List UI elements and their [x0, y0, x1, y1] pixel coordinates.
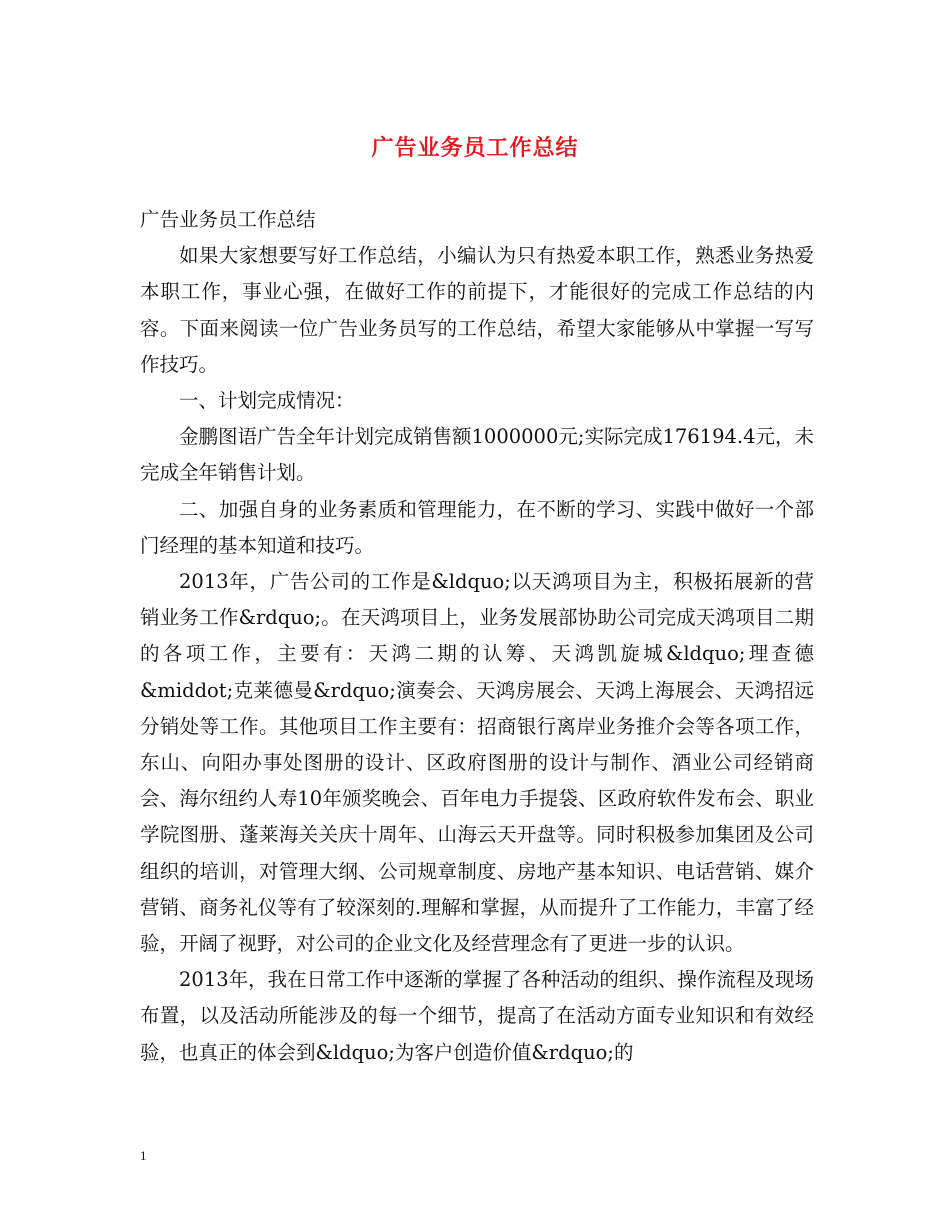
work-paragraph: 2013年，广告公司的工作是&ldquo;以天鸿项目为主，积极拓展新的营销业务工作&rdquo;。在天鸿项目上，业务发展部协助公司完成天鸿项目二期的各项工作，主要有：天鸿二期的认筹、天鸿凯旋城&ldquo;理查德&middot;克莱德曼&rdquo;演奏会、天鸿房展会、天鸿上海展会、天鸿招远分销处等工作。其他项目工作主要有：招商银行离岸业务推介会等各项工作，东山、向阳办事处图册的设计、区政府图册的设计与制作、酒业公司经销商会、海尔纽约人寿10年颁奖晚会、百年电力手提袋、区政府软件发布会、职业学院图册、蓬莱海关关庆十周年、山海云天开盘等。同时积极参加集团及公司组织的培训，对管理大纲、公司规章制度、房地产基本知识、电话营销、媒介营销、商务礼仪等有了较深刻的.理解和掌握，从而提升了工作能力，丰富了经验，开阔了视野，对公司的企业文化及经营理念有了更进一步的认识。 [140, 570, 814, 956]
document-title: 广告业务员工作总结 [371, 135, 579, 161]
section-heading: 广告业务员工作总结 [140, 208, 316, 231]
plan-paragraph: 金鹏图语广告全年计划完成销售额1000000元;实际完成176194.4元，未完成全年销售计划。 [140, 425, 814, 485]
experience-paragraph: 2013年，我在日常工作中逐渐的掌握了各种活动的组织、操作流程及现场布置，以及活动所能涉及的每一个细节，提高了在活动方面专业知识和有效经验，也真正的体会到&ldquo;为客户创造价值&rdquo;的 [140, 968, 814, 1064]
intro-paragraph: 如果大家想要写好工作总结，小编认为只有热爱本职工作，熟悉业务热爱本职工作，事业心强，在做好工作的前提下，才能很好的完成工作总结的内容。下面来阅读一位广告业务员写的工作总结，希望大家能够从中掌握一写写作技巧。 [140, 244, 814, 376]
plan-heading: 一、计划完成情况： [179, 389, 355, 413]
skills-heading: 二、加强自身的业务素质和管理能力，在不断的学习、实践中做好一个部门经理的基本知道和技巧。 [140, 497, 814, 557]
document-body [140, 202, 814, 1071]
page-number: 1 [140, 1148, 147, 1163]
